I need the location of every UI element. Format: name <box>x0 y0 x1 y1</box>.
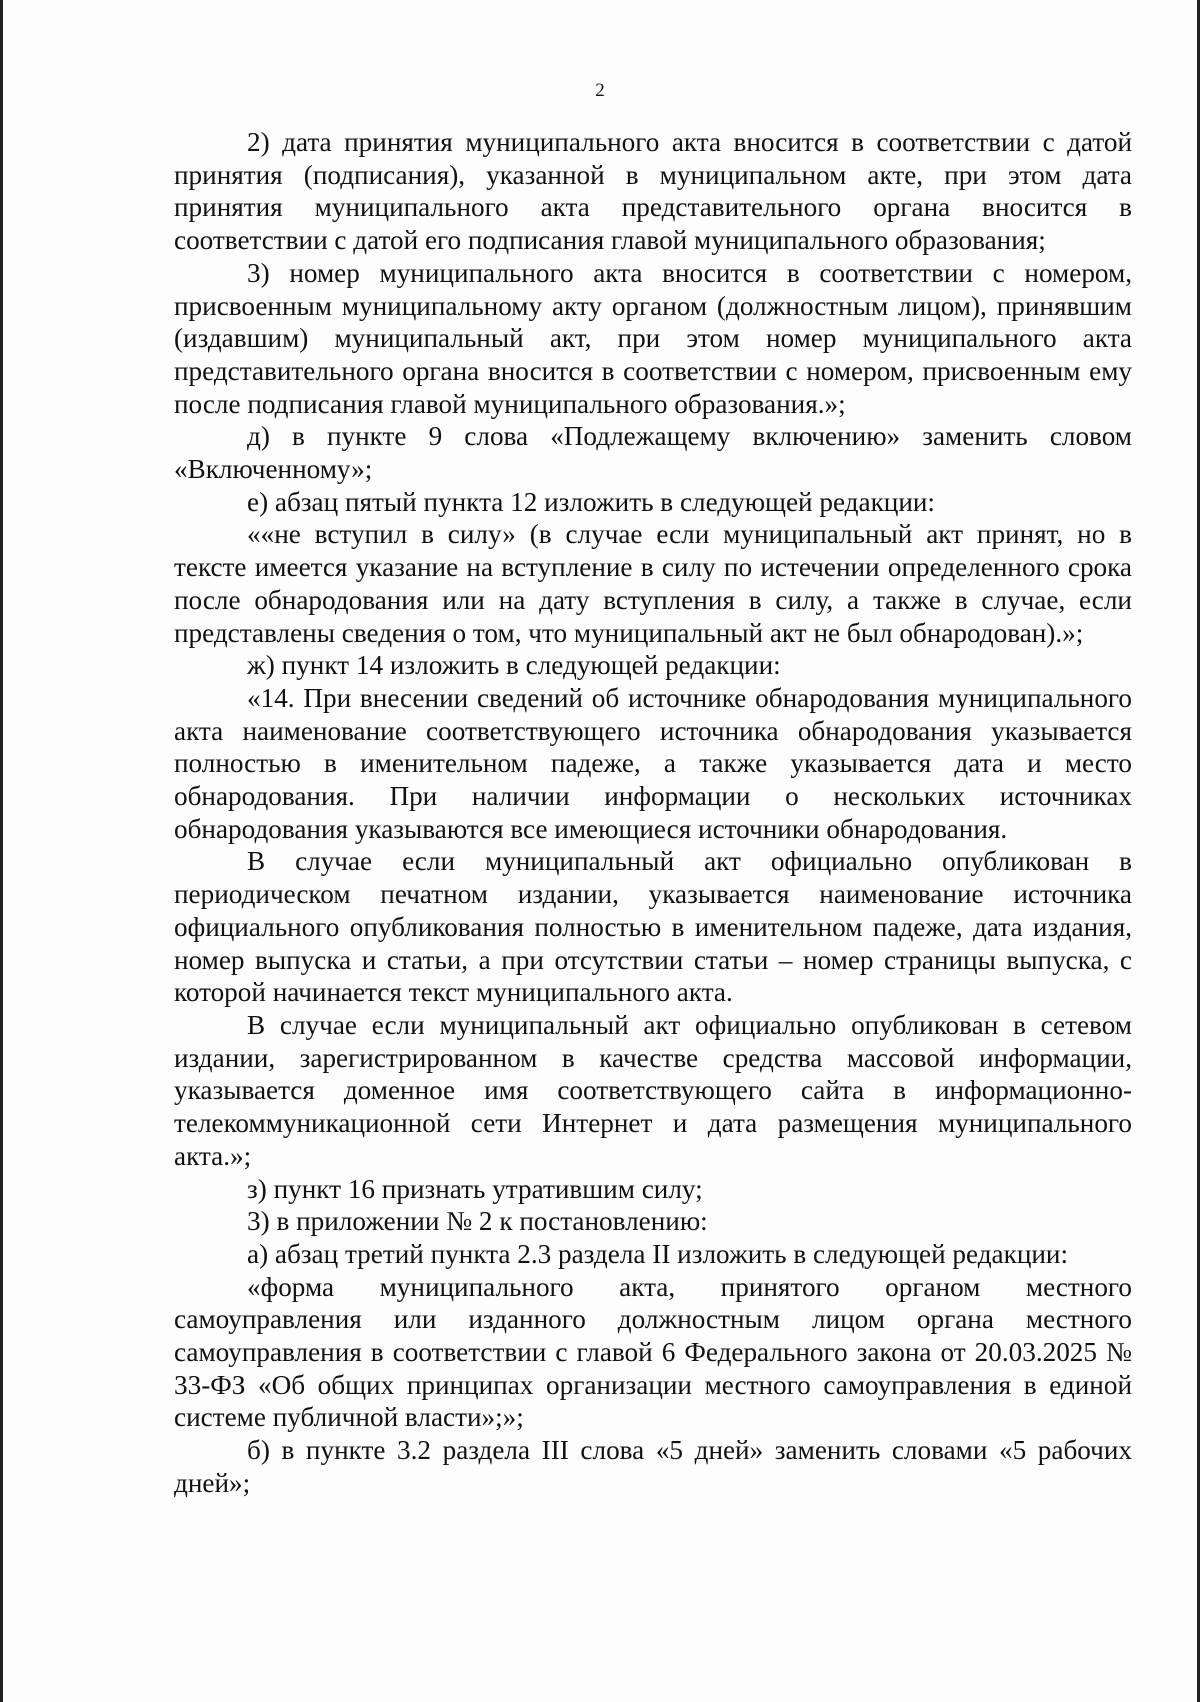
paragraph: ж) пункт 14 изложить в следующей редакции: <box>247 650 781 681</box>
paragraph: «14. При внесении сведений об источнике обнародования муниципального акта наименование соответствующего источника обнародования указывается полностью в именительном падеже, а также указывается дата и место обнародования. При наличии информации о нескольких источниках обнародования указываются все имеющиеся источники обнародования. <box>174 682 1132 844</box>
paragraph: 3) в приложении № 2 к постановлению: <box>247 1206 708 1237</box>
paragraph: 3) номер муниципального акта вносится в соответствии с номером, присвоенным муниципальному акту органом (должностным лицом), принявшим (издавшим) муниципальный акт, при этом номер муниципального акта представительного органа вносится в соответствии с номером, присвоенным ему после подписания главой муниципального образования.»; <box>174 257 1132 419</box>
paragraph: б) в пункте 3.2 раздела III слова «5 дней» заменить словами «5 рабочих дней»; <box>174 1435 1132 1498</box>
paragraph: з) пункт 16 признать утратившим силу; <box>247 1173 703 1204</box>
document-body <box>174 126 1132 1500</box>
paragraph: В случае если муниципальный акт официально опубликован в периодическом печатном издании, указывается наименование источника официального опубликования полностью в именительном падеже, дата издания, номер выпуска и статьи, а при отсутствии статьи – номер страницы выпуска, с которой начинается текст муниципального акта. <box>174 846 1132 1008</box>
paragraph: д) в пункте 9 слова «Подлежащему включению» заменить словом «Включенному»; <box>174 421 1132 485</box>
paragraph: 2) дата принятия муниципального акта вносится в соответствии с датой принятия (подписания), указанной в муниципальном акте, при этом дата принятия муниципального акта представительного органа вносится в соответствии с датой его подписания главой муниципального образования; <box>174 127 1132 256</box>
page-number: 2 <box>595 80 605 101</box>
scan-edge-left <box>0 0 3 1702</box>
paragraph: «форма муниципального акта, принятого органом местного самоуправления или изданного должностным лицом органа местного самоуправления в соответствии с главой 6 Федерального закона от 20.03.2025 № 33-ФЗ «Об общих принципах организации местного самоуправления в единой системе публичной власти»;»; <box>174 1271 1132 1433</box>
paragraph: ««не вступил в силу» (в случае если муниципальный акт принят, но в тексте имеется указание на вступление в силу по истечении определенного срока после обнародования или на дату вступления в силу, а также в случае, если представлены сведения о том, что муниципальный акт не был обнародован).»; <box>174 519 1132 648</box>
paragraph: В случае если муниципальный акт официально опубликован в сетевом издании, зарегистрированном в качестве средства массовой информации, указывается доменное имя соответствующего сайта в информационно-телекоммуникационной сети Интернет и дата размещения муниципального акта.»; <box>174 1009 1132 1171</box>
paragraph: е) абзац пятый пункта 12 изложить в следующей редакции: <box>247 486 935 517</box>
paragraph: а) абзац третий пункта 2.3 раздела II изложить в следующей редакции: <box>247 1238 1069 1269</box>
